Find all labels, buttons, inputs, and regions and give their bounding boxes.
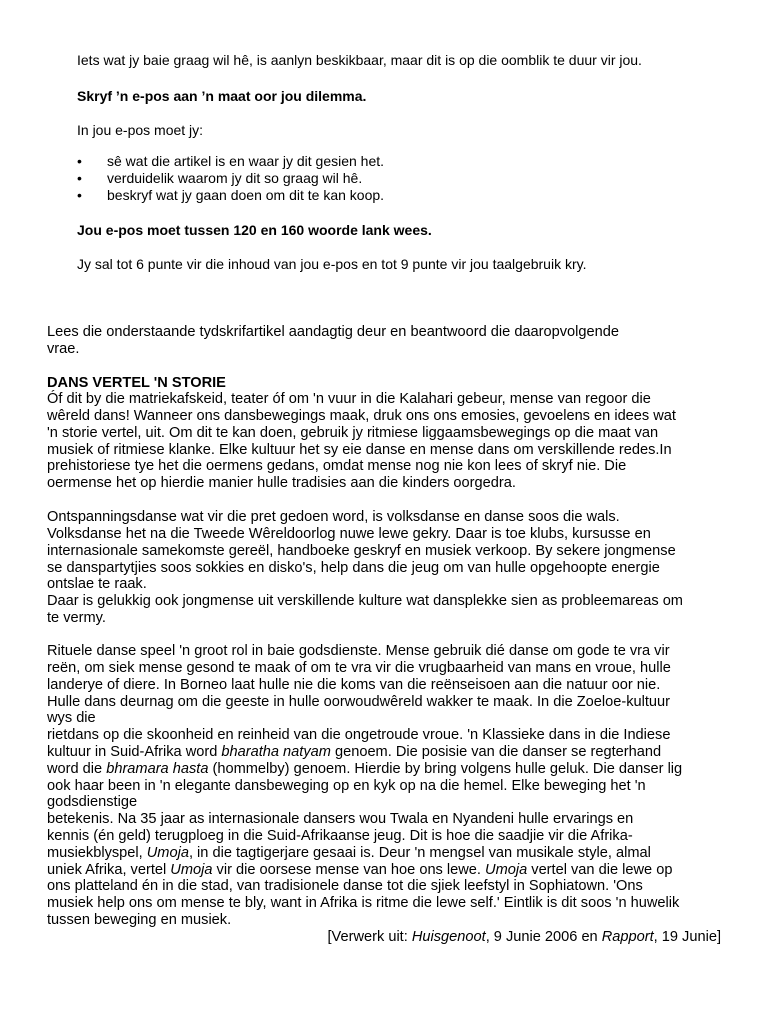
- paragraph-line: wêreld dans! Wanneer ons dansbewegings maak, druk ons ons emosies, gevoelens en idees wat: [47, 408, 676, 424]
- bullet-icon: •: [77, 187, 82, 203]
- paragraph-line: musiekblyspel, Umoja, in die tagtigerjare gesaai is. Deur 'n mengsel van musikale style, almal: [47, 845, 651, 861]
- reading-instruction: vrae.: [47, 341, 80, 357]
- paragraph-line: 'n storie vertel, uit. Om dit te kan doen, gebruik jy ritmiese liggaamsbewegings op die maat van: [47, 425, 659, 441]
- bullet-icon: •: [77, 153, 82, 169]
- paragraph-line: reën, om siek mense gesond te maak of om te vra vir die vrugbaarheid van mans en vroue, hulle: [47, 660, 671, 676]
- paragraph-line: oermense het op hierdie manier hulle tradisies aan die kinders oorgedra.: [47, 475, 516, 491]
- source-credit: [Verwerk uit: Huisgenoot, 9 Junie 2006 en Rapport, 19 Junie]: [327, 929, 721, 945]
- italic-term: Umoja: [170, 862, 213, 878]
- paragraph-line: betekenis. Na 35 jaar as internasionale dansers wou Twala en Nyandeni hulle ervarings en: [47, 811, 634, 827]
- paragraph-line: uniek Afrika, vertel Umoja vir die oorsese mense van hoe ons lewe. Umoja vertel van die lewe op: [47, 862, 673, 878]
- italic-source: Huisgenoot: [411, 929, 486, 945]
- paragraph-line: Daar is gelukkig ook jongmense uit verskillende kulture wat dansplekke sien as probleemareas om: [47, 593, 683, 609]
- paragraph-line: landerye of diere. In Borneo laat hulle nie die koms van die reënseisoen aan die natuur oor nie.: [47, 677, 661, 693]
- paragraph-line: word die bhramara hasta (hommelby) genoem. Hierdie by bring volgens hulle geluk. Die danser lig: [47, 761, 683, 777]
- italic-term: Umoja: [146, 845, 189, 861]
- italic-term: bharatha natyam: [221, 744, 331, 760]
- task-length: Jou e-pos moet tussen 120 en 160 woorde lank wees.: [77, 222, 432, 238]
- list-item: • verduidelik waarom jy dit so graag wil hê.: [77, 170, 363, 186]
- task-marks: Jy sal tot 6 punte vir die inhoud van jou e-pos en tot 9 punte vir jou taalgebruik kry.: [77, 256, 587, 272]
- article-title: DANS VERTEL 'N STORIE: [47, 375, 226, 391]
- list-item: • beskryf wat jy gaan doen om dit te kan koop.: [77, 187, 385, 203]
- reading-instruction: Lees die onderstaande tydskrifartikel aandagtig deur en beantwoord die daaropvolgende: [47, 324, 619, 340]
- list-item: • sê wat die artikel is en waar jy dit gesien het.: [77, 153, 385, 169]
- paragraph-line: ontslae te raak.: [47, 576, 147, 592]
- task-list-intro: In jou e-pos moet jy:: [77, 122, 204, 138]
- italic-source: Rapport: [601, 929, 654, 945]
- paragraph-line: tussen beweging en musiek.: [47, 912, 232, 928]
- paragraph-line: musiek help ons om mense te bly, want in Afrika is ritme die lewe self.' Eintlik is dit soos 'n huwelik: [47, 895, 680, 911]
- paragraph-line: wys die: [47, 710, 96, 726]
- paragraph-line: internasionale samekomste gereël, handboeke geskryf en musiek verkoop. By sekere jongmense: [47, 543, 676, 559]
- task-instruction: Skryf ’n e-pos aan ’n maat oor jou dilemma.: [77, 88, 367, 104]
- paragraph-line: musiek of ritmiese klanke. Elke kultuur het sy eie danse en mense dans om verskillende redes.In: [47, 442, 672, 458]
- italic-term: bhramara hasta: [106, 761, 209, 777]
- paragraph-line: kennis (én geld) terugploeg in die Suid-Afrikaanse jeug. Dit is hoe die saadjie vir die Afrika-: [47, 828, 633, 844]
- paragraph-line: prehistoriese tye het die oermens gedans, omdat mense nog nie kon lees of skryf nie. Die: [47, 458, 627, 474]
- paragraph-line: Ontspanningsdanse wat vir die pret gedoen word, is volksdanse en danse soos die wals.: [47, 509, 620, 525]
- paragraph-line: Volksdanse het na die Tweede Wêreldoorlog nuwe lewe gekry. Daar is toe klubs, kursusse en: [47, 526, 651, 542]
- paragraph-line: kultuur in Suid-Afrika word bharatha natyam genoem. Die posisie van die danser se regterhand: [47, 744, 662, 760]
- paragraph-line: se danspartytjies soos sokkies en disko's, help dans die jeug om van hulle opgehoopte energie: [47, 560, 660, 576]
- paragraph-line: ook haar been in 'n elegante dansbeweging op en kyk op na die hemel. Elke beweging het 'n: [47, 778, 646, 794]
- paragraph-line: godsdienstige: [47, 794, 138, 810]
- paragraph-line: Hulle dans deurnag om die geeste in hulle oorwoudwêreld wakker te maak. In die Zoeloe-kultuur: [47, 694, 671, 710]
- paragraph-line: te vermy.: [47, 610, 106, 626]
- task-intro: Iets wat jy baie graag wil hê, is aanlyn beskikbaar, maar dit is op die oomblik te duur vir jou.: [77, 52, 642, 68]
- paragraph-line: Óf dit by die matriekafskeid, teater óf om 'n vuur in die Kalahari gebeur, mense van regoor die: [47, 391, 651, 407]
- reading-block: [47, 0, 747, 1024]
- bullet-icon: •: [77, 170, 82, 186]
- paragraph-line: ons platteland én in die stad, van tradisionele danse tot die sjiek leefstyl in Sophiatown. 'Ons: [47, 878, 643, 894]
- paragraph-line: Rituele danse speel 'n groot rol in baie godsdienste. Mense gebruik dié danse om gode te vra vir: [47, 643, 670, 659]
- italic-term: Umoja: [485, 862, 528, 878]
- paragraph-line: rietdans op die skoonheid en reinheid van die ongetroude vroue. 'n Klassieke dans in die Indiese: [47, 727, 671, 743]
